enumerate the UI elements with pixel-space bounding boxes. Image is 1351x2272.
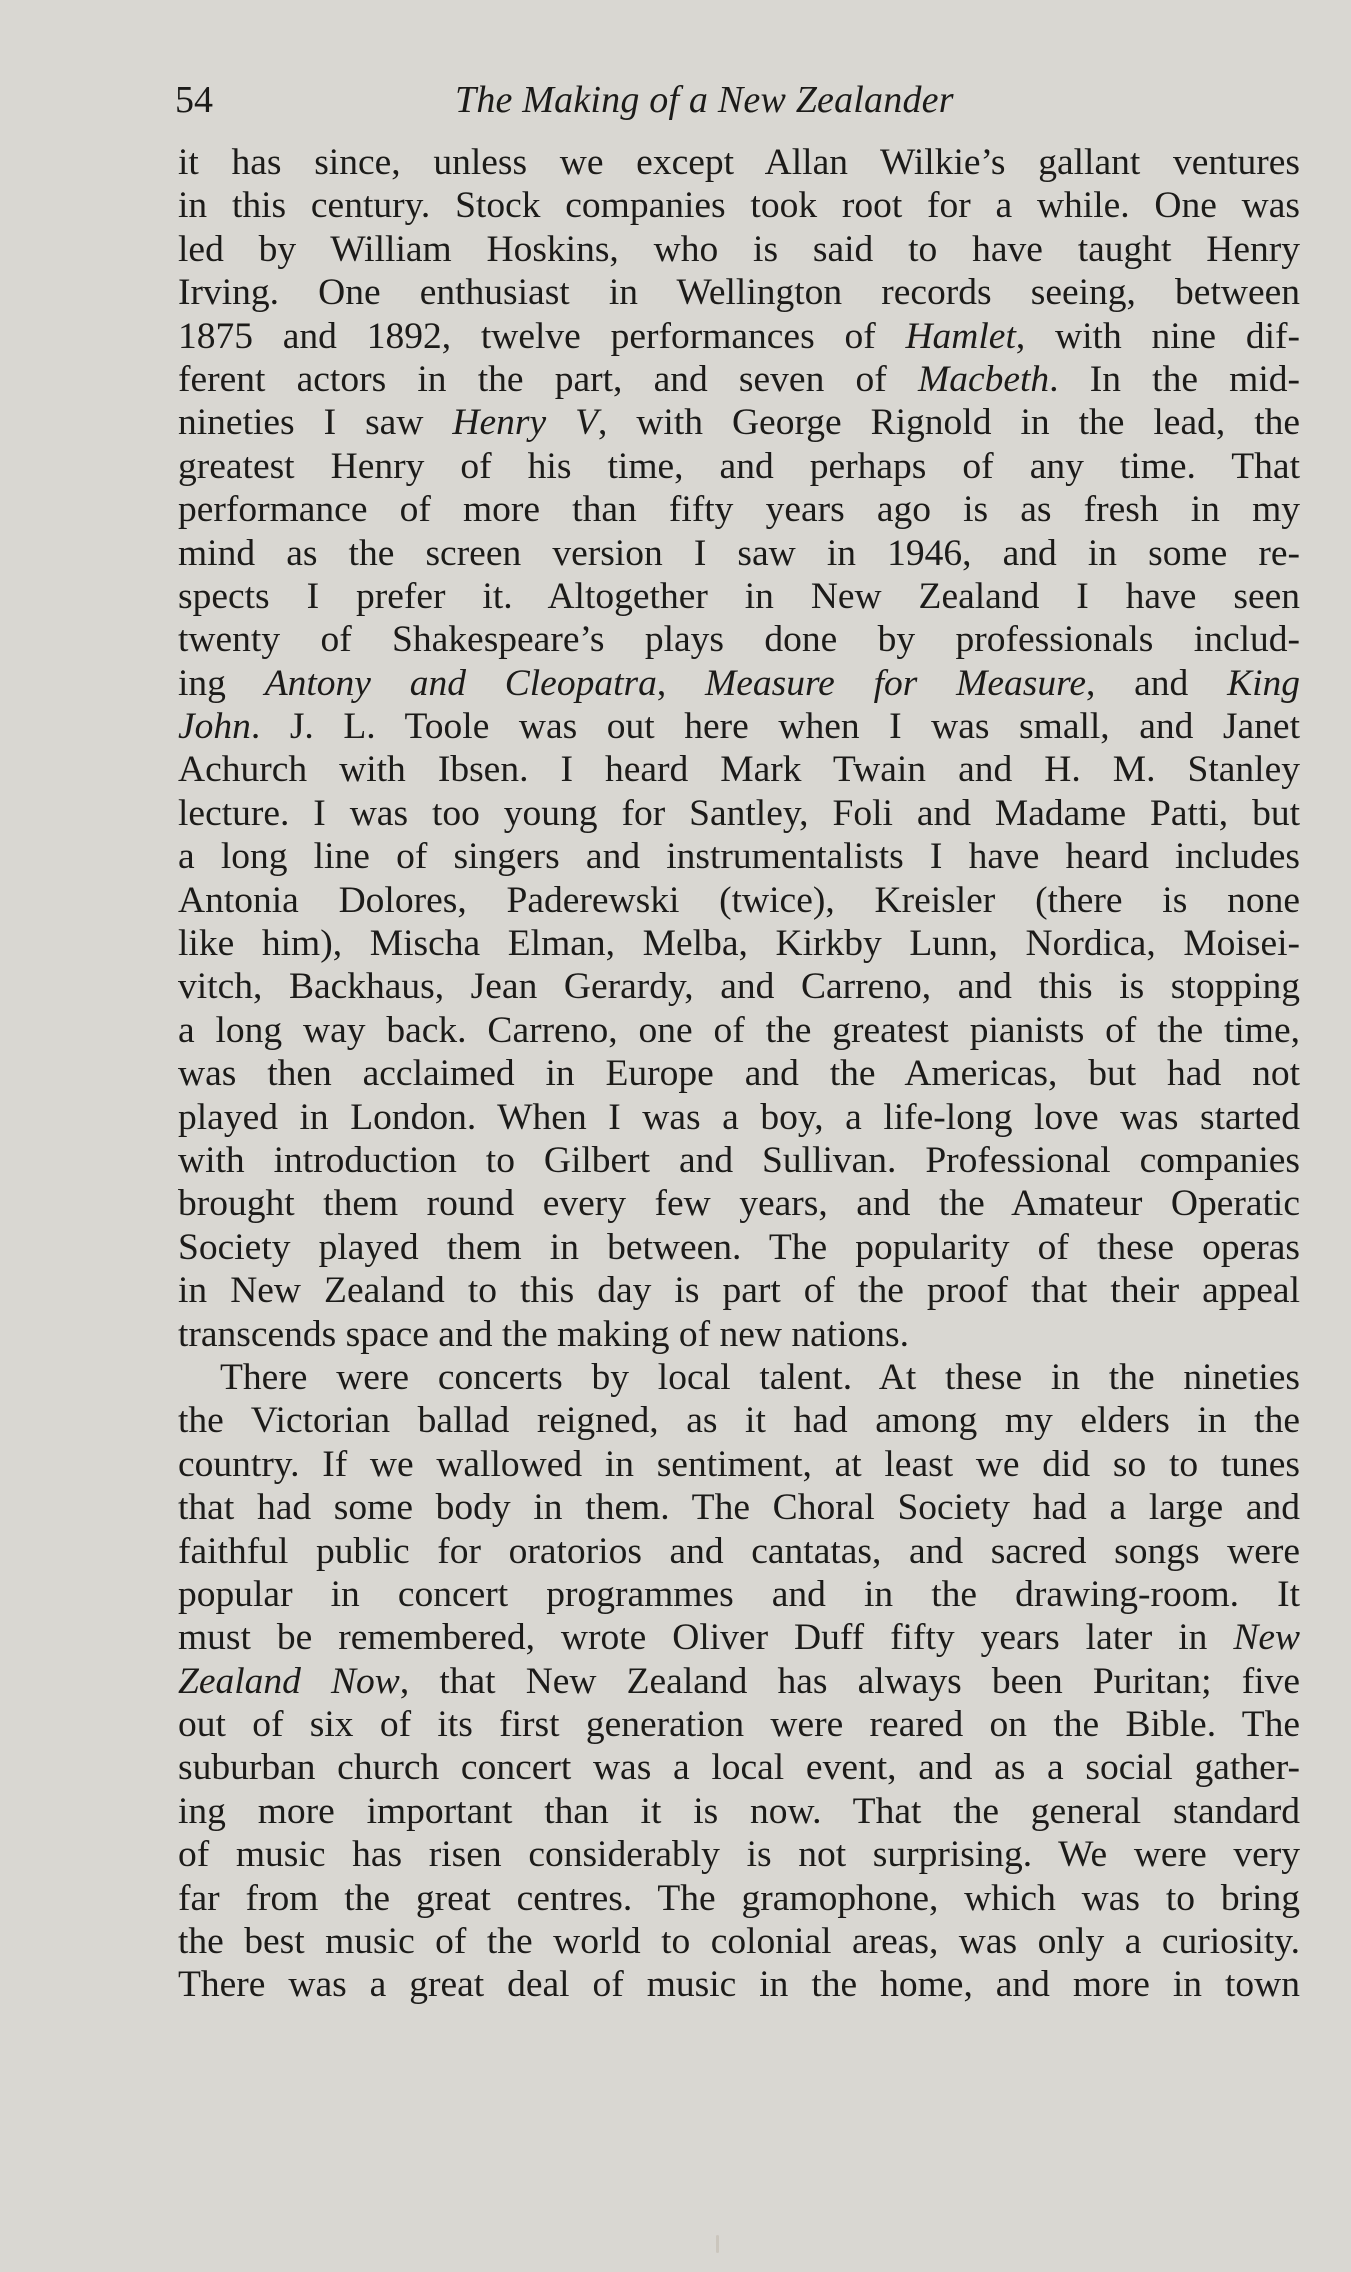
text-line: [178, 1573, 1300, 1616]
text-run: , with nine dif-: [1015, 315, 1300, 357]
text-run: played in London. When I was a boy, a life-long love was started: [178, 1096, 1300, 1138]
paper-fleck: [716, 2235, 719, 2253]
italic-title: New: [1233, 1617, 1300, 1659]
text-line: [178, 1096, 1300, 1139]
running-title: The Making of a New Zealander: [455, 79, 954, 121]
text-line: [178, 835, 1300, 878]
italic-title: John: [178, 706, 251, 748]
text-run: like him), Mischa Elman, Melba, Kirkby Lunn, Nordica, Moisei-: [178, 923, 1300, 965]
text-line: [178, 401, 1300, 444]
text-run: suburban church concert was a local event, and as a social gather-: [178, 1747, 1300, 1789]
text-run: , that New Zealand has always been Puritan; five: [399, 1660, 1300, 1702]
text-run: Achurch with Ibsen. I heard Mark Twain and H. M. Stanley: [178, 749, 1300, 791]
text-line: [178, 1269, 1300, 1312]
text-line: [178, 141, 1300, 184]
text-run: twenty of Shakespeare’s plays done by professionals includ-: [178, 619, 1300, 661]
text-run: in New Zealand to this day is part of the proof that their appeal: [178, 1270, 1300, 1312]
text-run: , and: [1085, 662, 1228, 704]
text-run: Antonia Dolores, Paderewski (twice), Kreisler (there is none: [178, 879, 1300, 921]
text-run: of music has risen considerably is not surprising. We were very: [178, 1834, 1300, 1876]
running-head: [175, 72, 1300, 128]
text-line: [178, 575, 1300, 618]
page-number: 54: [175, 79, 213, 121]
text-line: [178, 228, 1300, 271]
text-run: ing more important than it is now. That the general standard: [178, 1790, 1300, 1832]
text-run: mind as the screen version I saw in 1946, and in some re-: [178, 532, 1300, 574]
text-run: country. If we wallowed in sentiment, at least we did so to tunes: [178, 1443, 1300, 1485]
text-run: was then acclaimed in Europe and the Americas, but had not: [178, 1053, 1300, 1095]
text-line: [178, 618, 1300, 661]
text-line: [178, 532, 1300, 575]
italic-title: Macbeth: [917, 358, 1050, 400]
text-run: far from the great centres. The gramophone, which was to bring: [178, 1877, 1300, 1919]
text-line: [178, 1139, 1300, 1182]
body-text: [178, 141, 1300, 2007]
text-run: out of six of its first generation were reared on the Bible. The: [178, 1704, 1300, 1746]
text-run: ,: [656, 662, 705, 704]
text-line: [178, 1443, 1300, 1486]
text-run: the Victorian ballad reigned, as it had among my elders in the: [178, 1400, 1300, 1442]
text-line: [178, 1182, 1300, 1225]
text-line: [178, 1616, 1300, 1659]
text-run: vitch, Backhaus, Jean Gerardy, and Carreno, and this is stopping: [178, 966, 1300, 1008]
text-run: the best music of the world to colonial areas, was only a curiosity.: [178, 1921, 1300, 1963]
italic-title: King: [1227, 662, 1301, 704]
italic-title: Measure for Measure: [705, 662, 1086, 704]
text-line: [178, 1790, 1300, 1833]
text-run: There was a great deal of music in the home, and more in town: [178, 1964, 1300, 2006]
text-run: transcends space and the making of new nations.: [178, 1313, 910, 1355]
text-line: [178, 879, 1300, 922]
text-run: Irving. One enthusiast in Wellington records seeing, between: [178, 272, 1300, 314]
text-line: [178, 965, 1300, 1008]
text-run: faithful public for oratorios and cantatas, and sacred songs were: [178, 1530, 1300, 1572]
text-line: [178, 1703, 1300, 1746]
italic-title: Zealand Now: [178, 1660, 400, 1702]
text-run: Society played them in between. The popularity of these operas: [178, 1226, 1300, 1268]
text-run: in this century. Stock companies took root for a while. One was: [178, 185, 1300, 227]
text-line: [178, 1746, 1300, 1789]
text-run: , with George Rignold in the lead, the: [597, 402, 1301, 444]
italic-title: Henry V: [452, 402, 598, 444]
text-run: . J. L. Toole was out here when I was small, and Janet: [250, 706, 1300, 748]
text-run: with introduction to Gilbert and Sullivan. Professional companies: [178, 1139, 1300, 1181]
text-run: 1875 and 1892, twelve performances of: [178, 315, 906, 357]
text-run: a long way back. Carreno, one of the greatest pianists of the time,: [178, 1009, 1300, 1051]
text-line: [178, 1660, 1300, 1703]
text-run: it has since, unless we except Allan Wilkie’s gallant ventures: [178, 142, 1300, 183]
text-line: [178, 1877, 1300, 1920]
text-run: that had some body in them. The Choral Society had a large and: [178, 1487, 1300, 1529]
text-run: a long line of singers and instrumentalists I have heard includes: [178, 836, 1300, 878]
text-line: [178, 445, 1300, 488]
text-line: [178, 662, 1300, 705]
italic-title: Antony and Cleopatra: [264, 662, 657, 704]
text-line: [178, 1356, 1300, 1399]
text-run: brought them round every few years, and the Amateur Operatic: [178, 1183, 1300, 1225]
text-run: ing: [178, 662, 265, 704]
italic-title: Hamlet: [905, 315, 1016, 357]
text-run: must be remembered, wrote Oliver Duff fifty years later in: [178, 1617, 1234, 1659]
text-run: nineties I saw: [178, 402, 453, 444]
text-run: . In the mid-: [1049, 358, 1300, 400]
text-line: [178, 1009, 1300, 1052]
text-line: [178, 271, 1300, 314]
text-run: ferent actors in the part, and seven of: [178, 358, 918, 400]
text-line: [178, 1920, 1300, 1963]
text-run: performance of more than fifty years ago is as fresh in my: [178, 489, 1300, 531]
text-line: [178, 748, 1300, 791]
text-line: [178, 1530, 1300, 1573]
text-line: [178, 1313, 1300, 1356]
text-line: [178, 705, 1300, 748]
text-line: [178, 792, 1300, 835]
text-line: [178, 1963, 1300, 2006]
text-line: [178, 1486, 1300, 1529]
text-line: [178, 488, 1300, 531]
text-run: greatest Henry of his time, and perhaps of any time. That: [178, 445, 1300, 487]
text-line: [178, 184, 1300, 227]
text-run: spects I prefer it. Altogether in New Zealand I have seen: [178, 575, 1300, 617]
text-line: [178, 922, 1300, 965]
text-line: [178, 1399, 1300, 1442]
text-run: popular in concert programmes and in the drawing-room. It: [178, 1573, 1300, 1615]
text-run: There were concerts by local talent. At these in the nineties: [220, 1356, 1300, 1398]
text-line: [178, 1052, 1300, 1095]
text-run: led by William Hoskins, who is said to have taught Henry: [178, 228, 1300, 270]
text-run: lecture. I was too young for Santley, Foli and Madame Patti, but: [178, 792, 1300, 834]
text-line: [178, 1226, 1300, 1269]
text-line: [178, 358, 1300, 401]
text-line: [178, 315, 1300, 358]
text-line: [178, 1833, 1300, 1876]
